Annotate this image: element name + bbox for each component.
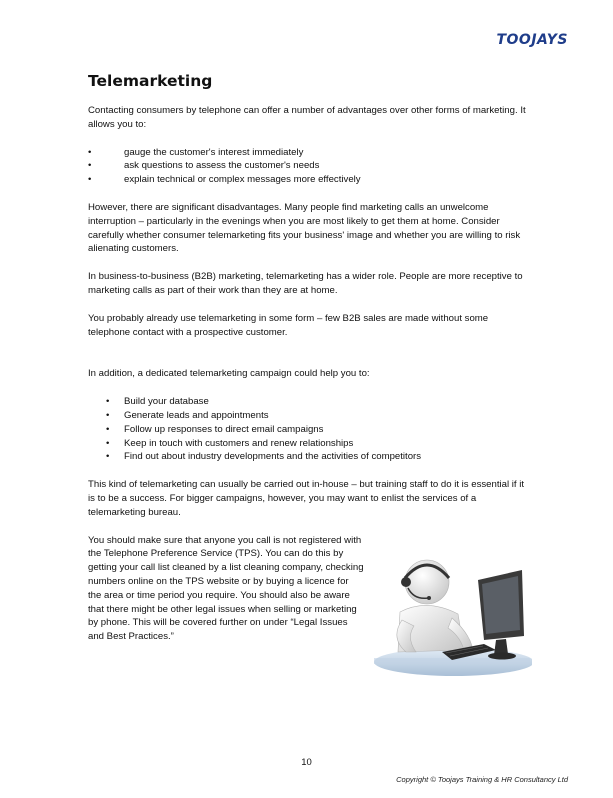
campaign-list bbox=[88, 395, 530, 464]
advantages-list bbox=[88, 146, 530, 187]
telemarketer-illustration bbox=[372, 540, 532, 680]
intro-paragraph: Contacting consumers by telephone can offer a number of advantages over other forms of marketing. It allows you to: bbox=[88, 105, 526, 130]
list-item: • explain technical or complex messages more effectively bbox=[88, 173, 530, 187]
inhouse-paragraph: This kind of telemarketing can usually be carried out in-house – but training staff to do it is essential if it is to be a success. For bigger campaigns, however, you may want to enlist the services of a telemarketing bureau. bbox=[88, 479, 525, 518]
usage-paragraph: You probably already use telemarketing in some form – few B2B sales are made without some telephone contact with a prospective customer. bbox=[88, 312, 489, 338]
b2b-paragraph: In business-to-business (B2B) marketing, telemarketing has a wider role. People are more receptive to marketing calls as part of their work than they are at home. bbox=[88, 271, 523, 296]
list-item: • Follow up responses to direct email campaigns bbox=[106, 423, 530, 437]
list-item: • Find out about industry developments and the activities of competitors bbox=[106, 450, 530, 464]
brand-logo: TOOJAYS bbox=[496, 32, 568, 48]
list-item: • Generate leads and appointments bbox=[106, 409, 530, 423]
list-item: • ask questions to assess the customer's needs bbox=[88, 159, 530, 173]
copyright-notice: Copyright © Toojays Training & HR Consultancy Ltd bbox=[396, 775, 568, 784]
list-item: • Keep in touch with customers and renew relationships bbox=[106, 437, 530, 451]
campaign-intro: In addition, a dedicated telemarketing campaign could help you to: bbox=[88, 368, 370, 380]
disadvantages-paragraph: However, there are significant disadvantages. Many people find marketing calls an unwelcome interruption – particularly in the evenings when you are most likely to get them at home. Consider carefully whether consumer telemarketing fits your business' image and whether you are willing to risk alienating customers. bbox=[88, 201, 521, 255]
tps-paragraph: You should make sure that anyone you call is not registered with the Telephone Preference Service (TPS). You can do this by getting your call list cleaned by a list cleaning company, checking numbers online on the TPS website or by buying a licence for the area or time period you require. You should also be aware that there might be other legal issues when selling or marketing by phone. This will be covered further on under “Legal Issues and Best Practices.” bbox=[88, 534, 364, 643]
list-item: • Build your database bbox=[106, 395, 530, 409]
page-number: 10 bbox=[301, 757, 312, 768]
list-item: • gauge the customer's interest immediately bbox=[88, 146, 530, 160]
page-title: Telemarketing bbox=[88, 72, 213, 90]
